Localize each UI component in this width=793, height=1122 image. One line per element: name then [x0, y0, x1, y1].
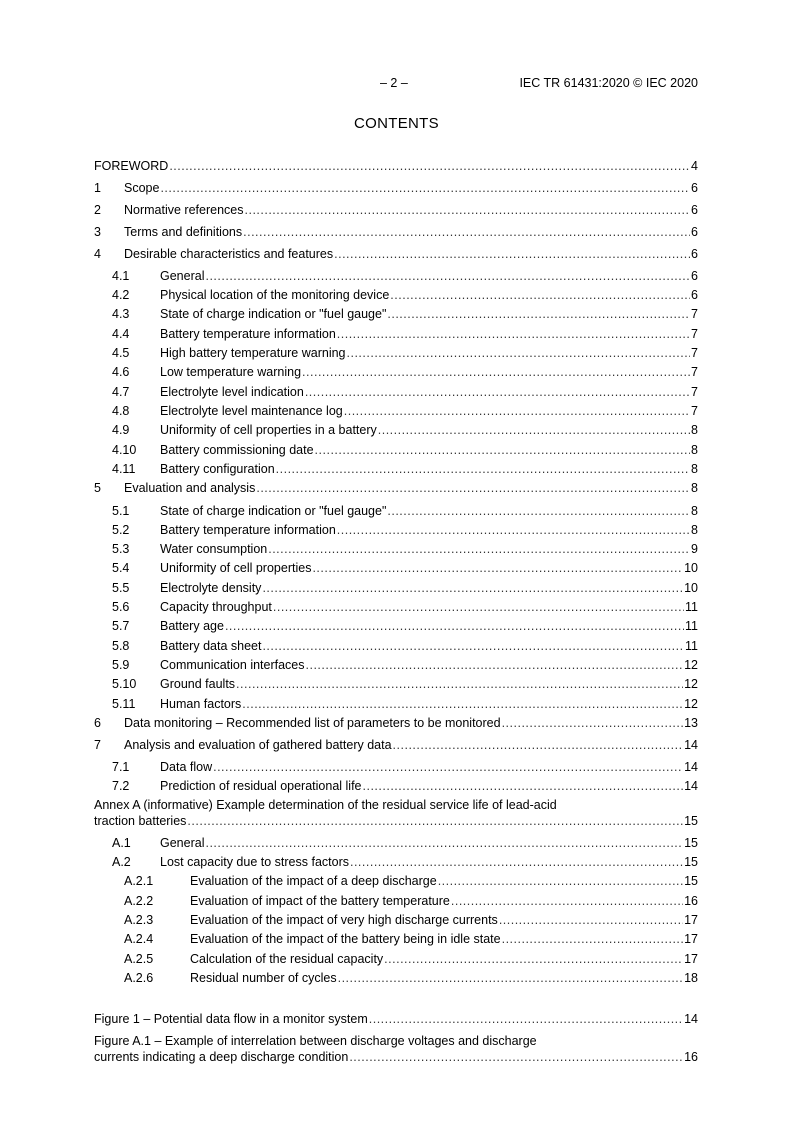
- toc-entry-page: 13: [684, 716, 698, 730]
- toc-entry-label: Prediction of residual operational life: [160, 779, 362, 793]
- dot-leader: [499, 912, 683, 929]
- toc-entry[interactable]: [94, 326, 698, 343]
- toc-entry-page: 6: [691, 181, 698, 195]
- toc-entry-label: Figure 1 – Potential data flow in a monitor system: [94, 1012, 368, 1026]
- toc-entry[interactable]: [94, 246, 698, 263]
- toc-entry-page: 11: [685, 619, 698, 633]
- toc-entry-number: A.2.1: [124, 874, 154, 888]
- toc-entry-label: Battery temperature information: [160, 523, 336, 537]
- toc-entry[interactable]: [94, 715, 698, 732]
- dot-leader: [387, 306, 690, 323]
- toc-entry[interactable]: [94, 442, 698, 459]
- toc-entry-page: 17: [684, 952, 698, 966]
- toc-entry[interactable]: [94, 599, 698, 616]
- dot-leader: [369, 1011, 683, 1028]
- toc-entry-page: 8: [691, 462, 698, 476]
- toc-entry-number: 3: [94, 225, 101, 239]
- toc-entry-page: 8: [691, 481, 698, 495]
- dot-leader: [213, 759, 683, 776]
- toc-entry-label: Uniformity of cell properties in a battery: [160, 423, 377, 437]
- toc-entry-label: Residual number of cycles: [190, 971, 337, 985]
- toc-entry-page: 15: [684, 855, 698, 869]
- toc-entry-number: 5.9: [112, 658, 130, 672]
- toc-entry-label: Battery commissioning date: [160, 443, 314, 457]
- dot-leader: [243, 224, 690, 241]
- dot-leader: [451, 893, 683, 910]
- toc-entry[interactable]: [94, 306, 698, 323]
- toc-entry[interactable]: [94, 345, 698, 362]
- toc-entry-number: 4.11: [112, 462, 136, 476]
- toc-entry-page: 6: [691, 225, 698, 239]
- toc-entry-number: A.2.4: [124, 932, 154, 946]
- toc-entry-page: 14: [684, 760, 698, 774]
- toc-entry-number: A.2.6: [124, 971, 154, 985]
- toc-entry[interactable]: [94, 224, 698, 241]
- toc-entry-page: 14: [684, 1012, 698, 1026]
- dot-leader: [205, 268, 690, 285]
- toc-entry-label: Low temperature warning: [160, 365, 302, 379]
- dot-leader: [378, 422, 690, 439]
- toc-entry[interactable]: [94, 813, 698, 830]
- toc-entry-label: Battery age: [160, 619, 224, 633]
- page-number: – 2 –: [380, 76, 408, 90]
- document-id: IEC TR 61431:2020 © IEC 2020: [519, 76, 698, 90]
- toc-entry-label: Data monitoring – Recommended list of parameters to be monitored: [124, 716, 501, 730]
- toc-entry[interactable]: [94, 364, 698, 381]
- dot-leader: [242, 696, 683, 713]
- toc-entry-page: 7: [691, 327, 698, 341]
- toc-entry-label: Evaluation and analysis: [124, 481, 256, 495]
- toc-entry-label: General: [160, 269, 205, 283]
- toc-entry-label: Communication interfaces: [160, 658, 305, 672]
- dot-leader: [273, 599, 684, 616]
- dot-leader: [169, 158, 690, 175]
- toc-entry-label: Calculation of the residual capacity: [190, 952, 384, 966]
- toc-entry-page: 6: [691, 288, 698, 302]
- toc-entry[interactable]: [94, 737, 698, 754]
- toc-entry-label: Desirable characteristics and features: [124, 247, 334, 261]
- dot-leader: [338, 970, 683, 987]
- toc-entry[interactable]: [94, 461, 698, 478]
- toc-entry[interactable]: [94, 403, 698, 420]
- toc-entry-label: Human factors: [160, 697, 242, 711]
- toc-entry-label: State of charge indication or "fuel gauge": [160, 504, 387, 518]
- dot-leader: [347, 345, 691, 362]
- toc-entry-number: 4.3: [112, 307, 130, 321]
- toc-entry-number: 2: [94, 203, 101, 217]
- toc-entry-number: 5.3: [112, 542, 130, 556]
- toc-entry-number: 5: [94, 481, 101, 495]
- toc-entry-label: Data flow: [160, 760, 213, 774]
- toc-entry-page: 6: [691, 247, 698, 261]
- dot-leader: [225, 618, 684, 635]
- toc-entry-label: Evaluation of the impact of a deep discharge: [190, 874, 437, 888]
- toc-entry-page: 16: [684, 1050, 698, 1064]
- toc-entry-number: 4.5: [112, 346, 130, 360]
- toc-entry-label: currents indicating a deep discharge condition: [94, 1050, 349, 1064]
- toc-entry-label: Electrolyte level maintenance log: [160, 404, 343, 418]
- dot-leader: [262, 638, 684, 655]
- toc-entry-page: 7: [691, 385, 698, 399]
- toc-entry-number: 1: [94, 181, 101, 195]
- toc-entry-page: 17: [684, 913, 698, 927]
- dot-leader: [160, 180, 690, 197]
- dot-leader: [187, 813, 683, 830]
- toc-entry[interactable]: [94, 422, 698, 439]
- toc-entry[interactable]: [94, 618, 698, 635]
- toc-entry-number: 4.7: [112, 385, 130, 399]
- dot-leader: [315, 442, 691, 459]
- toc-entry[interactable]: [94, 854, 698, 871]
- toc-entry[interactable]: [94, 180, 698, 197]
- dot-leader: [344, 403, 690, 420]
- toc-entry-number: 5.4: [112, 561, 130, 575]
- toc-entry-number: 5.1: [112, 504, 130, 518]
- toc-entry-number: 7.1: [112, 760, 130, 774]
- toc-entry-number: 5.2: [112, 523, 130, 537]
- toc-entry-label: Capacity throughput: [160, 600, 272, 614]
- toc-entry-label: Battery configuration: [160, 462, 275, 476]
- toc-entry-number: 4.9: [112, 423, 130, 437]
- toc-entry-page: 7: [691, 307, 698, 321]
- toc-entry-label: General: [160, 836, 205, 850]
- toc-entry[interactable]: [94, 657, 698, 674]
- toc-entry[interactable]: [94, 778, 698, 795]
- toc-entry[interactable]: [94, 560, 698, 577]
- dot-leader: [276, 461, 690, 478]
- dot-leader: [350, 854, 683, 871]
- toc-entry-number: 5.8: [112, 639, 130, 653]
- toc-entry-page: 11: [685, 639, 698, 653]
- toc-entry-page: 6: [691, 269, 698, 283]
- page-header: [0, 76, 793, 96]
- toc-entry[interactable]: [94, 676, 698, 693]
- toc-entry-label: Ground faults: [160, 677, 236, 691]
- toc-entry-label: Physical location of the monitoring device: [160, 288, 390, 302]
- toc-entry[interactable]: [94, 835, 698, 852]
- toc-entry-number: 6: [94, 716, 101, 730]
- toc-entry[interactable]: [94, 1049, 698, 1066]
- toc-entry-label: Electrolyte density: [160, 581, 262, 595]
- toc-entry-number: 5.7: [112, 619, 130, 633]
- toc-entry[interactable]: [94, 1011, 698, 1028]
- dot-leader: [349, 1049, 683, 1066]
- toc-entry-number: 4.1: [112, 269, 130, 283]
- dot-leader: [245, 202, 691, 219]
- toc-entry-label: High battery temperature warning: [160, 346, 346, 360]
- dot-leader: [363, 778, 684, 795]
- toc-entry[interactable]: [94, 202, 698, 219]
- toc-entry-label: Analysis and evaluation of gathered battery data: [124, 738, 392, 752]
- dot-leader: [268, 541, 690, 558]
- toc-entry-page: 8: [691, 523, 698, 537]
- toc-entry-page: 15: [684, 836, 698, 850]
- toc-entry-page: 8: [691, 504, 698, 518]
- dot-leader: [384, 951, 683, 968]
- toc-entry-number: A.2.3: [124, 913, 154, 927]
- toc-entry[interactable]: [94, 384, 698, 401]
- toc-entry-number: 5.11: [112, 697, 136, 711]
- toc-entry[interactable]: [94, 951, 698, 968]
- toc-entry-number: 4.6: [112, 365, 130, 379]
- toc-entry-number: 7: [94, 738, 101, 752]
- dot-leader: [337, 326, 690, 343]
- toc-entry-number: 4.10: [112, 443, 137, 457]
- toc-entry-label: Terms and definitions: [124, 225, 243, 239]
- toc-entry-page: 18: [684, 971, 698, 985]
- dot-leader: [312, 560, 683, 577]
- toc-entry-label: Electrolyte level indication: [160, 385, 304, 399]
- toc-entry[interactable]: [94, 638, 698, 655]
- annex-title: Annex A (informative) Example determination of the residual service life of lead-acid: [94, 798, 557, 812]
- dot-leader: [502, 715, 684, 732]
- toc-entry[interactable]: [94, 759, 698, 776]
- dot-leader: [305, 384, 690, 401]
- toc-entry-page: 10: [684, 561, 698, 575]
- dot-leader: [256, 480, 690, 497]
- toc-entry-number: A.2.2: [124, 894, 154, 908]
- toc-entry-page: 8: [691, 443, 698, 457]
- page-title: CONTENTS: [354, 115, 439, 132]
- toc-entry-number: 4.4: [112, 327, 130, 341]
- toc-entry-page: 6: [691, 203, 698, 217]
- dot-leader: [302, 364, 690, 381]
- toc-entry[interactable]: [94, 541, 698, 558]
- toc-entry[interactable]: [94, 480, 698, 497]
- toc-entry[interactable]: [94, 158, 698, 175]
- toc-entry-label: Normative references: [124, 203, 244, 217]
- toc-entry[interactable]: [94, 522, 698, 539]
- toc-entry-page: 16: [684, 894, 698, 908]
- toc-entry[interactable]: [94, 503, 698, 520]
- dot-leader: [306, 657, 684, 674]
- toc-entry-page: 10: [684, 581, 698, 595]
- toc-entry-page: 15: [684, 814, 698, 828]
- dot-leader: [337, 522, 690, 539]
- dot-leader: [387, 503, 690, 520]
- toc-entry[interactable]: [94, 893, 698, 910]
- toc-entry[interactable]: [94, 268, 698, 285]
- toc-entry-page: 7: [691, 365, 698, 379]
- toc-entry-label: Evaluation of the impact of the battery being in idle state: [190, 932, 501, 946]
- toc-entry-label: traction batteries: [94, 814, 187, 828]
- figure-title: Figure A.1 – Example of interrelation between discharge voltages and discharge: [94, 1034, 537, 1048]
- dot-leader: [390, 287, 690, 304]
- toc-entry[interactable]: [94, 287, 698, 304]
- toc-entry-page: 12: [684, 697, 698, 711]
- toc-entry-page: 11: [685, 600, 698, 614]
- toc-entry-label: Scope: [124, 181, 160, 195]
- toc-entry[interactable]: [94, 931, 698, 948]
- toc-entry-page: 14: [684, 779, 698, 793]
- toc-entry-number: 7.2: [112, 779, 130, 793]
- toc-entry[interactable]: [94, 970, 698, 987]
- toc-entry-number: A.1: [112, 836, 131, 850]
- toc-entry-label: Evaluation of the impact of very high discharge currents: [190, 913, 498, 927]
- dot-leader: [438, 873, 683, 890]
- dot-leader: [502, 931, 683, 948]
- toc-entry-label: Evaluation of impact of the battery temperature: [190, 894, 450, 908]
- toc-entry-page: 4: [691, 159, 698, 173]
- toc-entry-label: Water consumption: [160, 542, 268, 556]
- toc-entry-number: A.2: [112, 855, 131, 869]
- toc-entry-number: 4.2: [112, 288, 130, 302]
- toc-entry-label: Uniformity of cell properties: [160, 561, 312, 575]
- toc-entry-label: Lost capacity due to stress factors: [160, 855, 349, 869]
- toc-entry-label: Battery temperature information: [160, 327, 336, 341]
- dot-leader: [393, 737, 684, 754]
- toc-entry-label: Battery data sheet: [160, 639, 262, 653]
- toc-entry[interactable]: [94, 912, 698, 929]
- dot-leader: [262, 580, 683, 597]
- toc-entry-number: 5.5: [112, 581, 130, 595]
- dot-leader: [334, 246, 690, 263]
- toc-entry-page: 7: [691, 346, 698, 360]
- toc-entry-page: 12: [684, 677, 698, 691]
- toc-entry-page: 14: [684, 738, 698, 752]
- dot-leader: [236, 676, 683, 693]
- toc-entry-page: 8: [691, 423, 698, 437]
- toc-entry-number: 5.10: [112, 677, 137, 691]
- toc-entry[interactable]: [94, 873, 698, 890]
- toc-entry-page: 7: [691, 404, 698, 418]
- toc-entry-label: State of charge indication or "fuel gauge": [160, 307, 387, 321]
- toc-entry[interactable]: [94, 580, 698, 597]
- toc-entry-page: 17: [684, 932, 698, 946]
- toc-entry-page: 9: [691, 542, 698, 556]
- toc-entry[interactable]: [94, 696, 698, 713]
- toc-entry-page: 15: [684, 874, 698, 888]
- toc-entry-page: 12: [684, 658, 698, 672]
- toc-entry-number: 5.6: [112, 600, 130, 614]
- toc-entry-number: A.2.5: [124, 952, 154, 966]
- dot-leader: [205, 835, 683, 852]
- toc-entry-label: FOREWORD: [94, 159, 169, 173]
- toc-entry-number: 4.8: [112, 404, 130, 418]
- toc-entry-number: 4: [94, 247, 101, 261]
